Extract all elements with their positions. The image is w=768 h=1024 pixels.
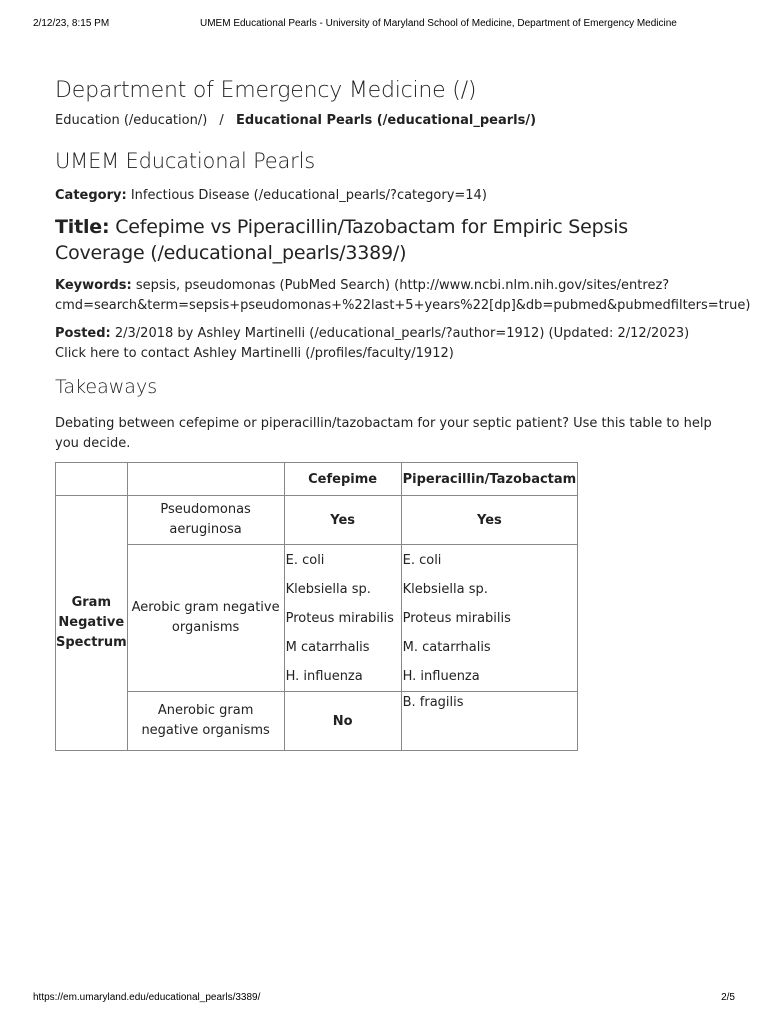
posted-label: Posted: [55,326,111,341]
table-header-piptazo: Piperacillin/Tazobactam [401,463,578,496]
breadcrumb-separator: / [219,113,224,128]
table-row [56,545,578,692]
comparison-table [55,462,578,751]
print-header [33,18,735,32]
posted-info[interactable]: 2/3/2018 by Ashley Martinelli (/educational_pearls/?author=1912) (Updated: 2/12/2023) [114,326,690,341]
organism-item: Proteus mirabilis [402,610,511,626]
organism-item: H. influenza [285,668,363,684]
breadcrumb-education-link[interactable]: Education (/education/) [55,113,208,128]
organism-item: Proteus mirabilis [285,610,394,626]
organism-label: Pseudomonas aeruginosa [127,496,284,545]
organism-label: Anerobic gram negative organisms [127,692,284,751]
keywords-label: Keywords: [55,278,132,293]
organism-item: E. coli [402,552,442,568]
keywords-link[interactable]: sepsis, pseudomonas (PubMed Search) (http://www.ncbi.nlm.nih.gov/sites/entrez?cmd=search&term=sepsis+pseudomonas+%22last+5+years%22[dp]&db=pubmed&pubmedfilters=true) [55,278,751,313]
organism-item: M catarrhalis [285,639,370,655]
organism-item: Klebsiella sp. [285,581,371,597]
breadcrumb-educational-pearls-link[interactable]: Educational Pearls (/educational_pearls/) [235,113,537,128]
organism-item: M. catarrhalis [402,639,491,655]
cefepime-cell: No [284,692,401,751]
organism-item: Klebsiella sp. [402,581,488,597]
page-number: 2/5 [721,992,735,1003]
category-line [55,186,715,206]
pearl-title-link[interactable]: Cefepime vs Piperacillin/Tazobactam for Empiric Sepsis Coverage (/educational_pearls/3389/) [55,216,628,264]
print-datetime: 2/12/23, 8:15 PM [33,18,110,29]
organism-item: E. coli [285,552,325,568]
table-header-cefepime: Cefepime [284,463,401,496]
site-title-link[interactable]: Department of Emergency Medicine (/) [55,78,477,103]
table-header-blank-2 [127,463,284,496]
table-header-blank-1 [56,463,128,496]
pearl-title [55,214,715,266]
page-title: UMEM Educational Pearls [55,149,315,173]
table-row [56,692,578,751]
posted-line [55,324,715,344]
print-url: https://em.umaryland.edu/educational_pearls/3389/ [33,992,261,1003]
takeaways-intro: Debating between cefepime or piperacillin/tazobactam for your septic patient? Use this table to help you decide. [55,416,712,451]
piptazo-cell [401,545,578,692]
organism-item: H. influenza [402,668,480,684]
piptazo-cell: Yes [401,496,578,545]
spectrum-label: Gram Negative Spectrum [56,496,128,751]
cefepime-cell [284,545,401,692]
main-content [55,76,751,751]
piptazo-cell: B. fragilis [401,692,578,751]
print-footer [33,992,735,1006]
category-label: Category: [55,188,127,203]
breadcrumb [55,112,715,130]
organism-label: Aerobic gram negative organisms [127,545,284,692]
pearl-title-label: Title: [55,216,110,238]
posted-block [55,324,715,364]
cefepime-cell: Yes [284,496,401,545]
table-header-row [56,463,578,496]
takeaways-heading: Takeaways [55,376,158,398]
keywords-line [55,276,751,316]
contact-author-link[interactable]: Click here to contact Ashley Martinelli (/profiles/faculty/1912) [55,346,454,361]
category-link[interactable]: Infectious Disease (/educational_pearls/?category=14) [130,188,487,203]
table-row [56,496,578,545]
print-page-title: UMEM Educational Pearls - University of Maryland School of Medicine, Department of Emergency Medicine [200,18,677,29]
